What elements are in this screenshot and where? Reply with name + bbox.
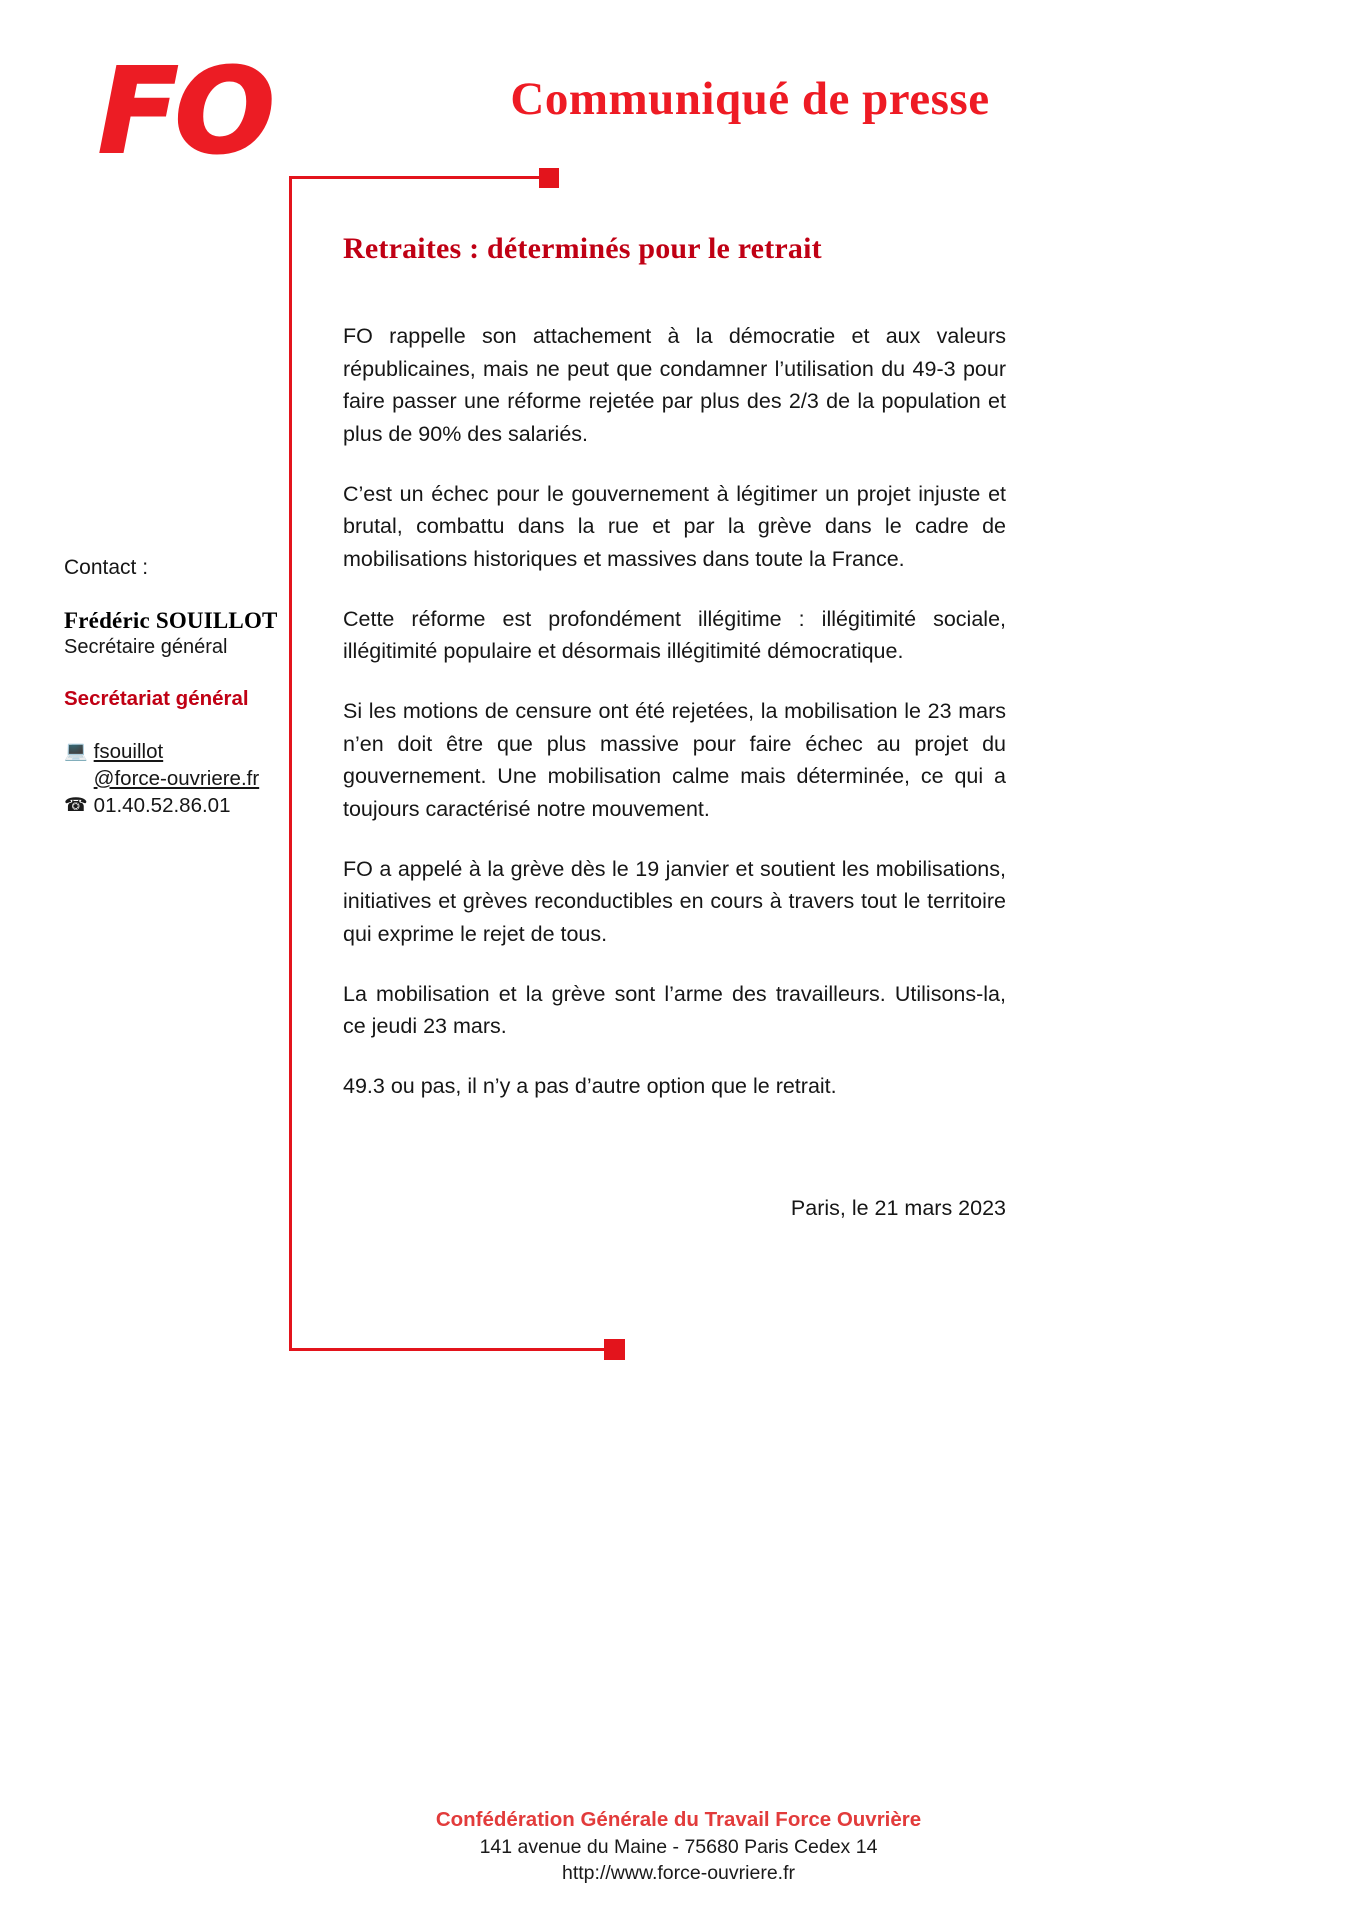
body-paragraph: FO a appelé à la grève dès le 19 janvier et soutient les mobilisations, initiatives et grèves reconductibles en cours à travers tout le territoire qui exprime le rejet de tous.: [343, 856, 1006, 947]
body-paragraph: C’est un échec pour le gouvernement à légitimer un projet injuste et brutal, combattu dans la rue et par la grève dans le cadre de mobilisations historiques et massives dans toute la France.: [343, 481, 1006, 572]
contact-block: [64, 556, 292, 820]
fo-logo-text: FO: [98, 42, 271, 180]
contact-role: Secrétaire général: [64, 636, 228, 658]
contact-name: Frédéric SOUILLOT: [64, 608, 278, 633]
body-paragraph: FO rappelle son attachement à la démocratie et aux valeurs républicaines, mais ne peut que condamner l’utilisation du 49-3 pour faire passer une réforme rejetée par plus des 2/3 de la population et plus de 90% des salariés.: [343, 324, 1006, 447]
page-title: Communiqué de presse: [510, 73, 990, 125]
body-paragraph: Cette réforme est profondément illégitime : illégitimité sociale, illégitimité populaire et désormais illégitimité démocratique.: [343, 606, 1006, 664]
fo-logo: [98, 42, 338, 180]
bracket-top-arm: [289, 176, 539, 179]
document-body: [343, 232, 1006, 1103]
page-footer: [0, 1808, 1357, 1888]
contact-label: Contact :: [64, 556, 149, 579]
body-paragraph: Si les motions de censure ont été rejetées, la mobilisation le 23 mars n’en doit être que plus massive pour faire échec au projet du gouvernement. Une mobilisation calme mais déterminée, ce qui a toujours caractérisé notre mouvement.: [343, 699, 1006, 822]
bracket-bottom-square: [604, 1339, 625, 1360]
contact-email-row[interactable]: [64, 739, 292, 792]
computer-icon: 💻: [64, 740, 88, 762]
contact-email[interactable]: [94, 739, 260, 792]
telephone-icon: ☎: [64, 794, 88, 817]
contact-email-domain[interactable]: @force-ouvriere.fr: [93, 766, 260, 790]
contact-email-user[interactable]: fsouillot: [93, 740, 164, 763]
section-heading: Retraites : déterminés pour le retrait: [343, 232, 822, 265]
contact-department: Secrétariat général: [64, 687, 249, 710]
contact-phone-number: 01.40.52.86.01: [93, 794, 231, 818]
bracket-top-square: [539, 168, 559, 188]
footer-url[interactable]: http://www.force-ouvriere.fr: [562, 1862, 795, 1884]
footer-organization: Confédération Générale du Travail Force Ouvrière: [435, 1808, 922, 1831]
body-paragraph: La mobilisation et la grève sont l’arme des travailleurs. Utilisons-la, ce jeudi 23 mars.: [343, 981, 1006, 1039]
contact-phone-row: [64, 793, 292, 820]
body-paragraph: 49.3 ou pas, il n’y a pas d’autre option que le retrait.: [343, 1074, 837, 1099]
footer-address: 141 avenue du Maine - 75680 Paris Cedex 14: [479, 1836, 878, 1858]
bracket-bottom-arm: [289, 1348, 605, 1351]
date-line: Paris, le 21 mars 2023: [790, 1196, 1006, 1220]
